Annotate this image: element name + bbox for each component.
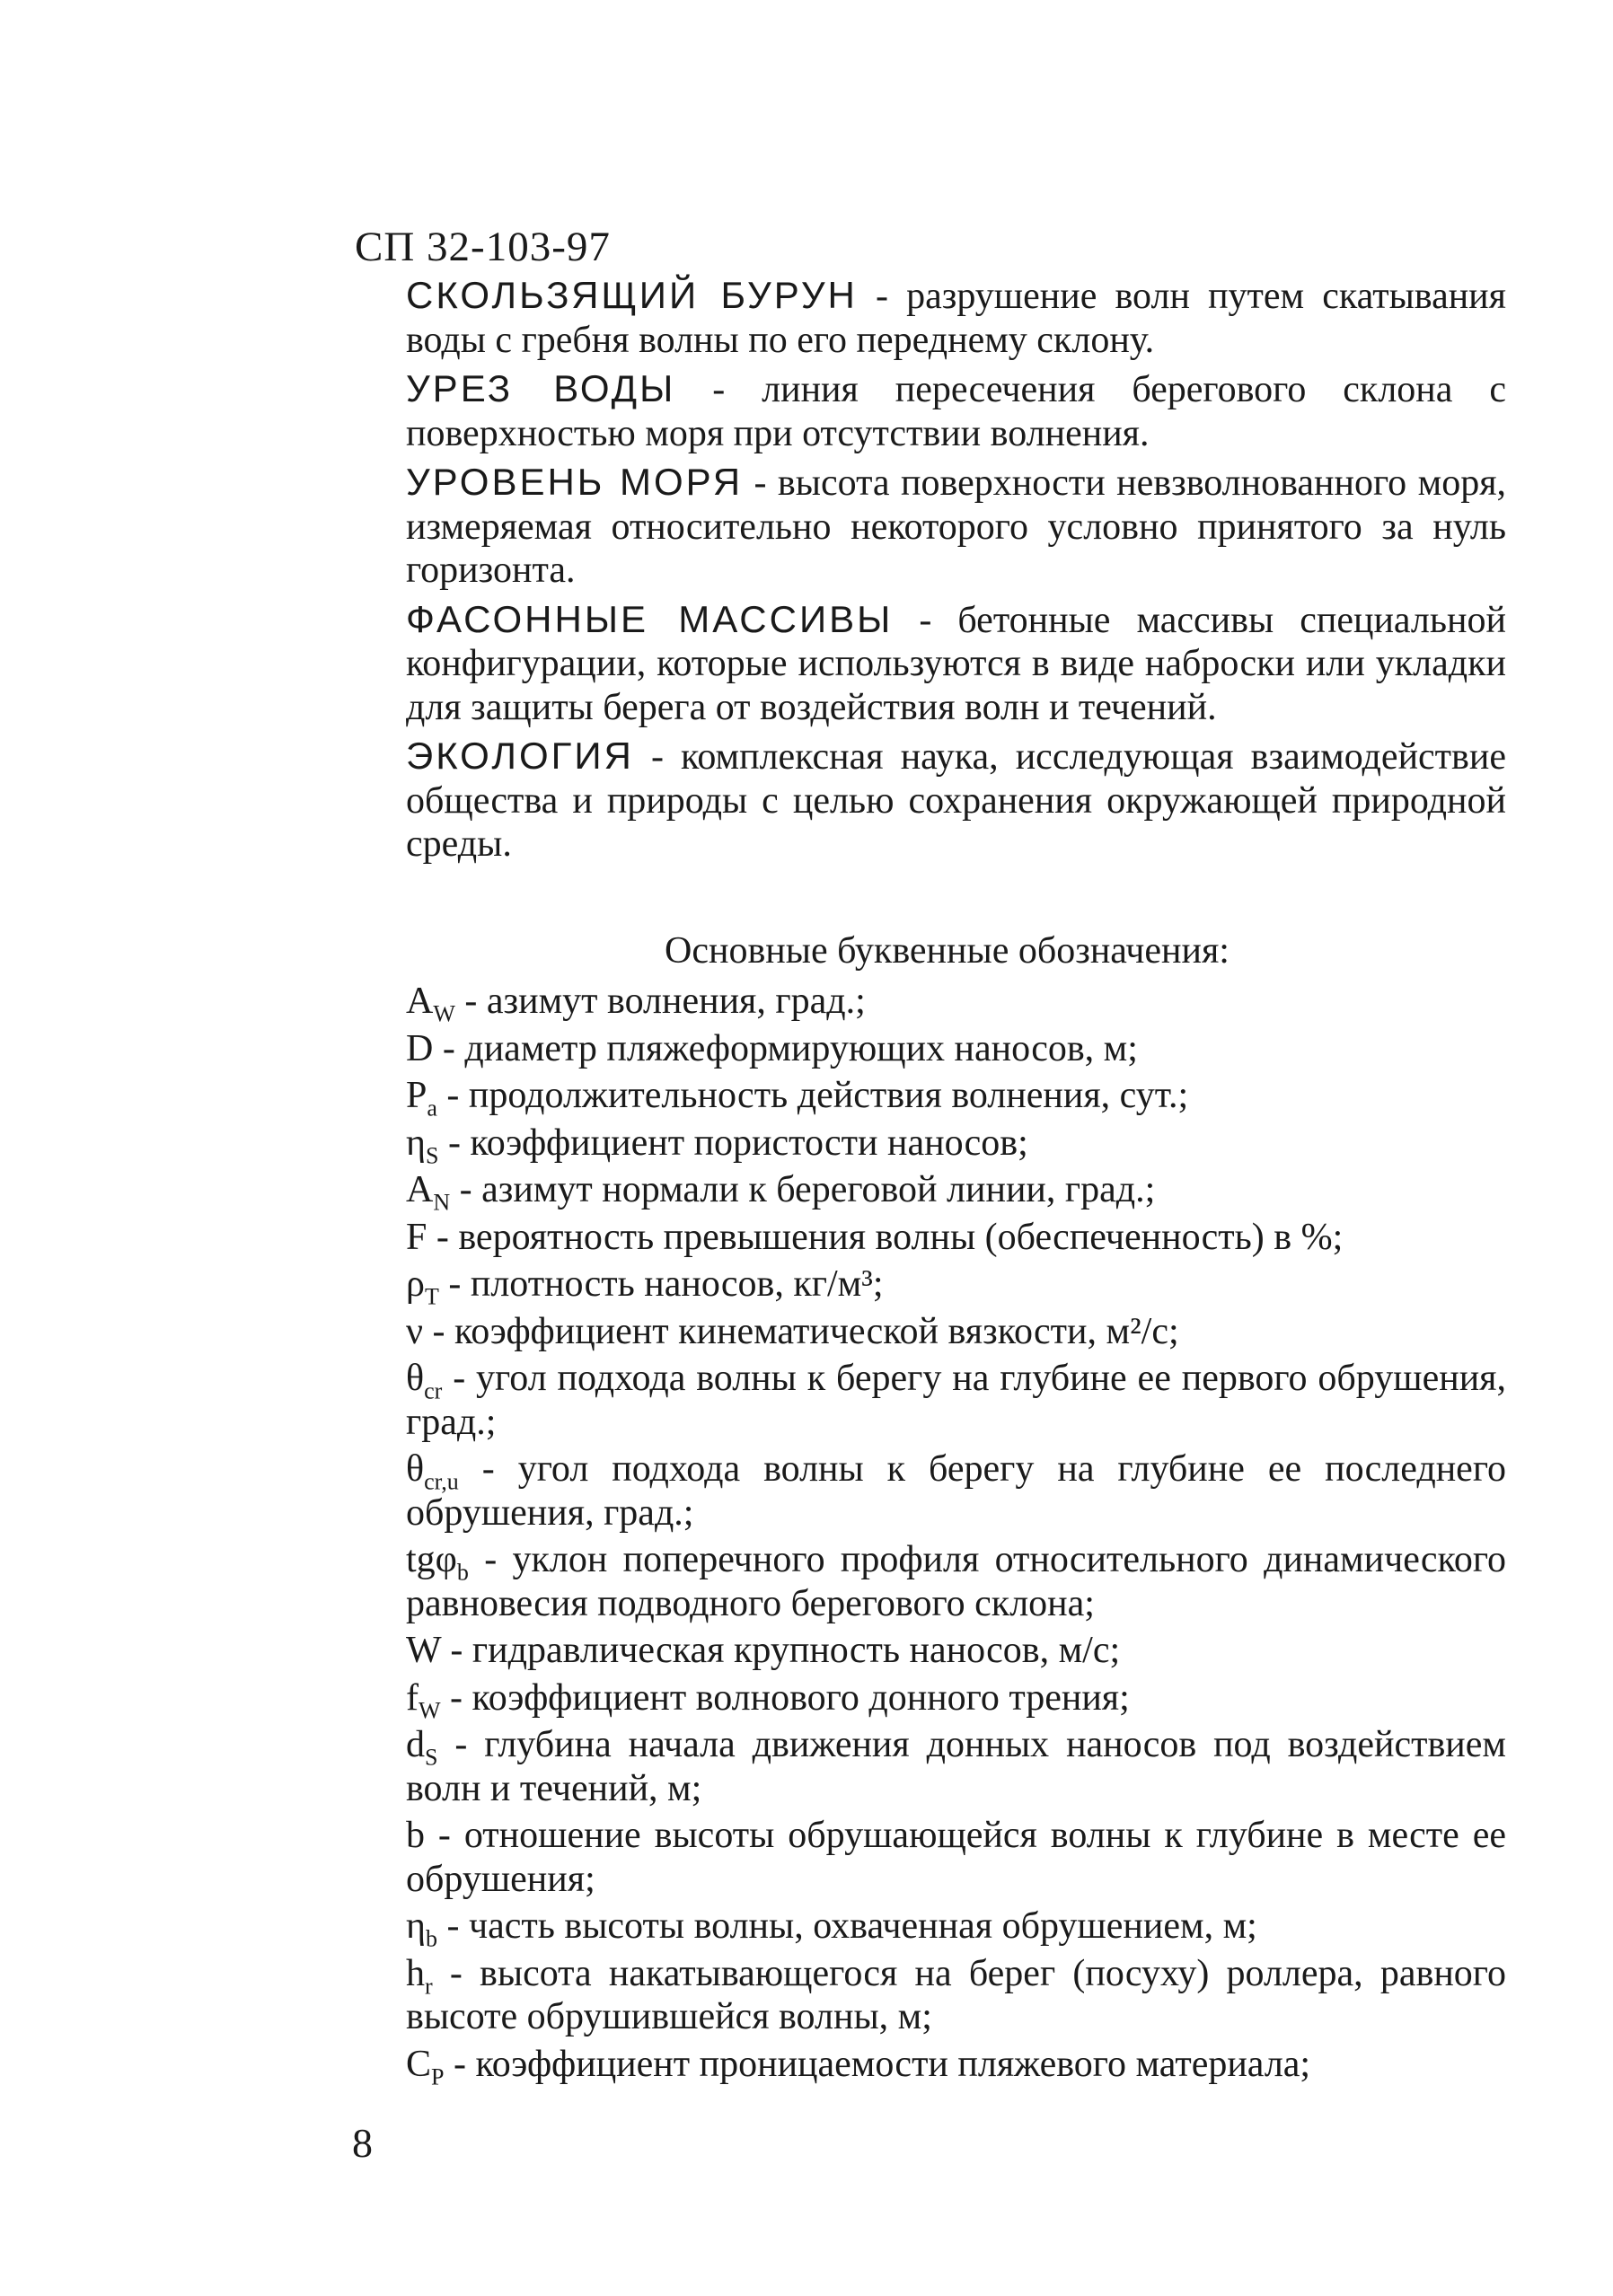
page-number: 8 (352, 2120, 373, 2166)
definition-term: ЭКОЛОГИЯ (406, 735, 634, 777)
notation-item (352, 1074, 1506, 1122)
notation-symbol: $\rho_T$ (406, 1263, 439, 1310)
notations-title: Основные буквенные обозначения: (665, 929, 1230, 972)
notation-item (352, 1952, 1506, 2039)
notation-item (352, 1723, 1506, 1810)
notation-item (352, 980, 1506, 1027)
notation-symbol: $A_W$ (406, 981, 455, 1027)
notation-symbol: tgφ$_b$ (406, 1539, 469, 1586)
notation-item (352, 1905, 1506, 1952)
notation-description: - коэффициент пористости наносов; (438, 1122, 1028, 1164)
notation-symbol: ν (406, 1310, 423, 1352)
notation-description: - коэффициент проницаемости пляжевого материала; (444, 2043, 1311, 2085)
notation-description: - глубина начала движения донных наносов под воздействием волн и течений, м; (406, 1724, 1506, 1809)
notation-description: - уклон поперечного профиля относительного динамического равновесия подводного берегового склона; (406, 1539, 1506, 1624)
notation-item (352, 2043, 1506, 2087)
notation-symbol: $\eta_b$ (406, 1905, 437, 1952)
notation-description: - угол подхода волны к берегу на глубине ее первого обрушения, град.; (406, 1358, 1506, 1443)
notation-description: - продолжительность действия волнения, сут.; (436, 1075, 1189, 1116)
notation-description: - угол подхода волны к берегу на глубине ее последнего обрушения, град.; (406, 1448, 1506, 1534)
notation-symbol: $f_W$ (406, 1676, 441, 1723)
notation-item (352, 1262, 1506, 1310)
notation-item (352, 1357, 1506, 1444)
definitions-list (352, 274, 1506, 866)
notation-item (352, 1168, 1506, 1216)
notation-symbol: $\eta_S$ (406, 1122, 439, 1168)
notation-item (352, 1122, 1506, 1166)
notation-description: - гидравлическая крупность наносов, м/с; (440, 1630, 1121, 1671)
notation-symbol: $C_P$ (406, 2043, 445, 2089)
definition-text: - линия пересечения берегового склона с поверхностью моря при отсутствии волнения. (406, 369, 1506, 454)
notation-item (352, 1629, 1506, 1673)
notation-description: - часть высоты волны, охваченная обрушением, м; (436, 1905, 1257, 1947)
definition-paragraph (352, 274, 1506, 362)
definition-text: - бетонные массивы специальной конфигурации, которые используются в виде наброски или укладки для защиты берега от воздействия волн и течений. (406, 599, 1506, 728)
definition-text: - высота поверхности невзволнованного моря, измеряемая относительно некоторого условно принятого за нуль горизонта. (406, 462, 1507, 591)
notation-description: - высота накатывающегося на берег (посуху) роллера, равного высоте обрушившейся волны, м; (406, 1952, 1506, 2037)
definition-paragraph (352, 461, 1506, 593)
definition-paragraph (352, 598, 1506, 730)
notation-item (352, 1216, 1506, 1260)
notation-symbol: $P_a$ (406, 1075, 437, 1122)
notation-description: - коэффициент кинематической вязкости, м²/с; (423, 1310, 1179, 1352)
definition-paragraph (352, 735, 1506, 866)
definition-text: - разрушение волн путем скатывания воды с гребня волны по его переднему склону. (406, 276, 1506, 361)
notation-symbol: $\theta_{cr}$ (406, 1358, 443, 1404)
notation-symbol: $d_S$ (406, 1724, 438, 1771)
notation-description: - коэффициент волнового донного трения; (440, 1676, 1130, 1719)
notation-symbol: W (406, 1630, 441, 1671)
definition-term: УРЕЗ ВОДЫ (406, 367, 676, 409)
notation-description: - диаметр пляжеформирующих наносов, м; (433, 1027, 1138, 1069)
notation-item (352, 1676, 1506, 1723)
definition-term: ФАСОННЫЕ МАССИВЫ (406, 597, 894, 640)
notation-description: - азимут нормали к береговой линии, град.; (450, 1169, 1156, 1210)
definition-term: УРОВЕНЬ МОРЯ (406, 461, 744, 503)
body-text (352, 274, 1506, 2089)
definition-paragraph (352, 367, 1506, 455)
notation-symbol: b (406, 1815, 425, 1856)
notation-symbol: $\theta_{cr,u}$ (406, 1448, 459, 1495)
notation-item (352, 1027, 1506, 1071)
notations-list (352, 980, 1506, 2089)
notation-item (352, 1538, 1506, 1625)
definition-text: - комплексная наука, исследующая взаимодействие общества и природы с целью сохранения окружающей природной среды. (406, 736, 1506, 865)
notation-symbol: D (406, 1027, 434, 1069)
notation-description: - отношение высоты обрушающейся волны к глубине в месте ее обрушения; (406, 1815, 1506, 1900)
notation-symbol: $h_r$ (406, 1952, 433, 1999)
notation-symbol: F (406, 1216, 427, 1258)
definition-term: СКОЛЬЗЯЩИЙ БУРУН (406, 274, 858, 316)
notation-item (352, 1814, 1506, 1901)
notation-symbol: $A_N$ (406, 1169, 451, 1216)
notation-description: - вероятность превышения волны (обеспеченность) в %; (427, 1216, 1344, 1258)
notation-description: - плотность наносов, кг/м³; (438, 1263, 884, 1305)
notation-item (352, 1310, 1506, 1354)
notation-description: - азимут волнения, град.; (454, 981, 866, 1022)
document-code: СП 32-103-97 (355, 224, 611, 270)
notation-item (352, 1447, 1506, 1535)
